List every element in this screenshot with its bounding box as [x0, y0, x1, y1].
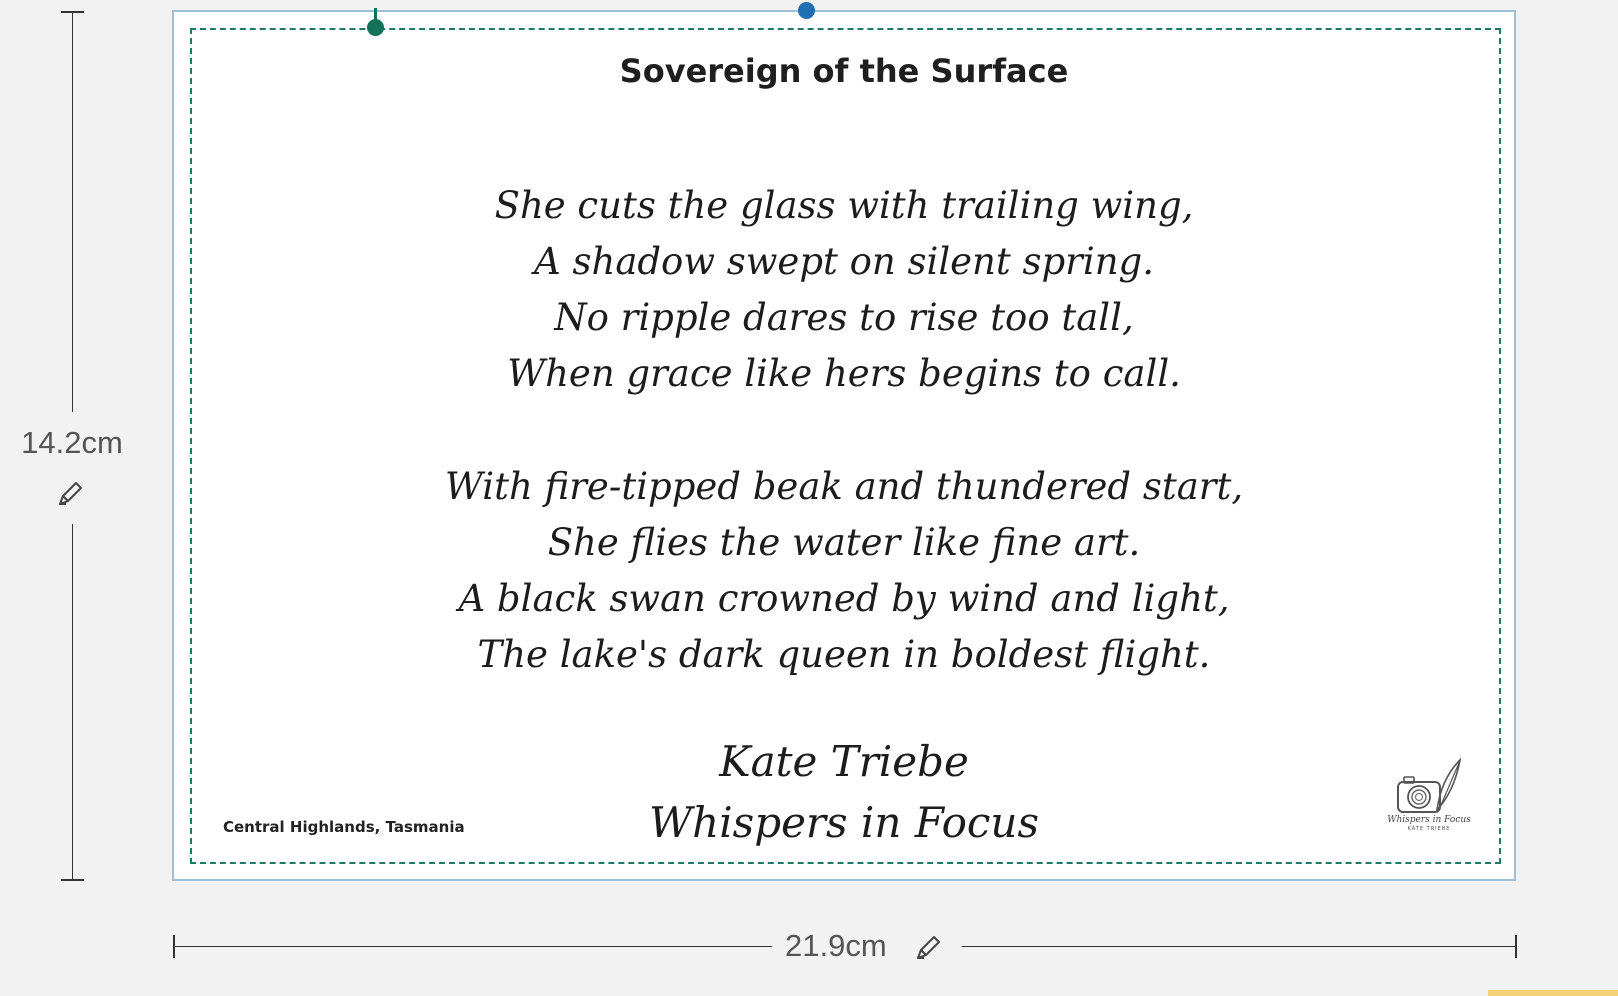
- width-ruler-right-cap: [1515, 935, 1517, 958]
- resize-handle-top[interactable]: [798, 2, 815, 19]
- poem-line: She cuts the glass with trailing wing,: [494, 184, 1194, 227]
- corner-accent-bar: [1488, 990, 1618, 996]
- stanza-2[interactable]: [172, 459, 1516, 683]
- width-label: 21.9cm: [785, 928, 887, 963]
- logo-caption: Whispers in Focus: [1387, 815, 1471, 825]
- stanza-1[interactable]: [172, 178, 1516, 402]
- edit-height-pencil-icon[interactable]: [56, 478, 86, 508]
- poem-line: A shadow swept on silent spring.: [534, 240, 1154, 283]
- height-ruler-line-bottom: [72, 524, 73, 879]
- poem-line: A black swan crowned by wind and light,: [458, 577, 1230, 620]
- width-ruler-line-right: [962, 946, 1516, 947]
- edit-width-pencil-icon[interactable]: [914, 932, 944, 962]
- height-ruler-line-top: [72, 12, 73, 412]
- logo-subcaption: KATE TRIEBE: [1407, 826, 1451, 832]
- poem-line: The lake's dark queen in boldest flight.: [477, 633, 1211, 676]
- poem-line: With fire-tipped beak and thundered start,: [444, 465, 1244, 508]
- poem-line: No ripple dares to rise too tall,: [554, 296, 1134, 339]
- height-ruler-bottom-cap: [61, 879, 84, 881]
- brand-name[interactable]: Whispers in Focus: [648, 798, 1040, 847]
- height-label: 14.2cm: [21, 425, 123, 460]
- author-name[interactable]: Kate Triebe: [719, 737, 969, 786]
- width-ruler-line-left: [174, 946, 772, 947]
- poem-title[interactable]: Sovereign of the Surface: [619, 52, 1069, 90]
- poem-line: She flies the water like fine art.: [547, 521, 1141, 564]
- rotate-handle[interactable]: [367, 19, 384, 36]
- poem-line: When grace like hers begins to call.: [507, 352, 1181, 395]
- location-text[interactable]: Central Highlands, Tasmania: [223, 818, 465, 836]
